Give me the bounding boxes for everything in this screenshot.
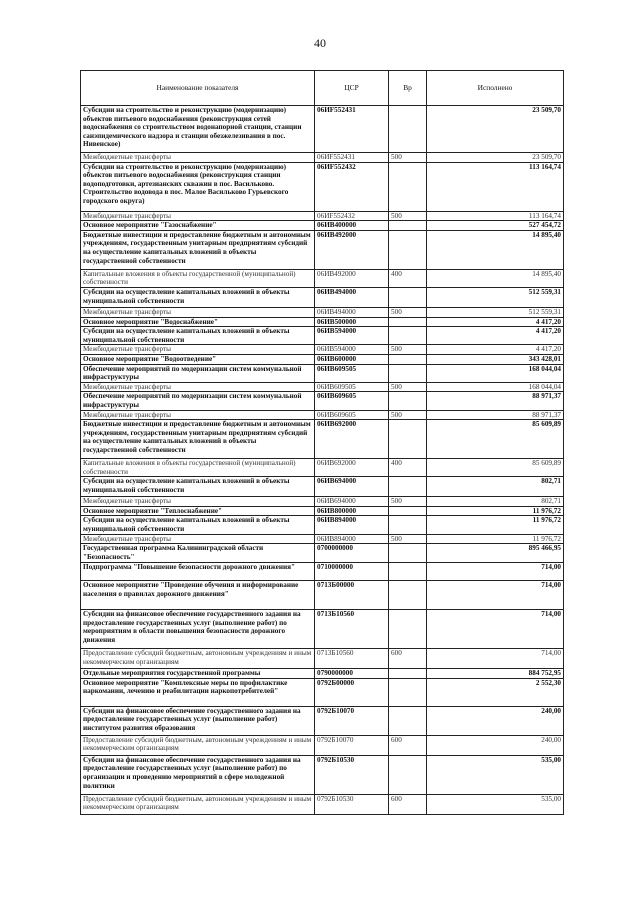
row-vr-cell [389,755,427,794]
header-vr: Вр [389,71,427,106]
row-executed-cell: 4 417,20 [427,327,564,345]
row-name-cell: Обеспечение мероприятий по модернизации систем коммунальной инфраструктуры [81,392,315,410]
row-csr-cell: 0710000000 [315,563,389,581]
table-row [81,162,564,211]
table-row [81,534,564,544]
row-executed-cell: 714,00 [427,649,564,669]
row-csr-cell: 0713Б00000 [315,581,389,610]
row-executed-cell: 11 976,72 [427,534,564,544]
row-vr-cell [389,516,427,534]
row-csr-cell: 06ИВ609605 [315,410,389,420]
row-csr-cell: 06ИВ492000 [315,230,389,269]
row-name-cell: Межбюджетные трансферты [81,534,315,544]
row-name-cell: Бюджетные инвестиции и предоставление бюджетным и автономным учреждениям, государственным унитарным предприятиям субсидий на осуществление капитальных вложений в объекты государственной собственности [81,420,315,459]
row-executed-cell: 527 454,72 [427,221,564,231]
row-name-cell: Предоставление субсидий бюджетным, автономным учреждениям и иным некоммерческим организациям [81,794,315,814]
table-row [81,497,564,507]
row-name-cell: Межбюджетные трансферты [81,410,315,420]
row-csr-cell: 06ИВ692000 [315,420,389,459]
row-csr-cell: 06ИF552431 [315,106,389,153]
row-vr-cell: 500 [389,345,427,355]
row-vr-cell [389,477,427,497]
row-vr-cell [389,610,427,649]
row-csr-cell: 0792Б10070 [315,735,389,755]
row-csr-cell: 06ИF552431 [315,153,389,163]
row-vr-cell [389,678,427,706]
row-executed-cell: 4 417,20 [427,345,564,355]
row-vr-cell [389,544,427,563]
table-row [81,477,564,497]
row-csr-cell: 06ИВ609505 [315,382,389,392]
row-name-cell: Межбюджетные трансферты [81,497,315,507]
table-row [81,610,564,649]
row-executed-cell: 714,00 [427,581,564,610]
header-executed: Исполнено [427,71,564,106]
row-csr-cell: 06ИВ600000 [315,354,389,364]
row-csr-cell: 06ИВ694000 [315,477,389,497]
row-vr-cell: 500 [389,211,427,221]
row-name-cell: Субсидии на строительство и реконструкцию (модернизацию) объектов питьевого водоснабжения (реконструкция сетей водоснабжения со строительством водонапорной станции, станции санэпидемического надзора и станции обезжелезивания в пос. Нивенское) [81,106,315,153]
table-row [81,106,564,153]
table-row [81,706,564,735]
row-executed-cell: 2 552,30 [427,678,564,706]
row-csr-cell: 0792Б10530 [315,755,389,794]
row-csr-cell: 06ИВ694000 [315,497,389,507]
row-executed-cell: 343 428,01 [427,354,564,364]
table-row [81,354,564,364]
row-vr-cell [389,420,427,459]
row-executed-cell: 535,00 [427,755,564,794]
row-csr-cell: 06ИF552432 [315,211,389,221]
row-vr-cell: 500 [389,534,427,544]
row-csr-cell: 0792Б10530 [315,794,389,814]
row-executed-cell: 4 417,20 [427,317,564,327]
row-name-cell: Субсидии на строительство и реконструкцию (модернизацию) объектов питьевого водоснабжения (реконструкция станции водоподготовки, артезианских скважин в пос. Васильково. Строительство водовода в пос. Малое Васильково Гурьевского городского округа) [81,162,315,211]
row-name-cell: Субсидии на осуществление капитальных вложений в объекты муниципальной собственности [81,477,315,497]
row-name-cell: Межбюджетные трансферты [81,382,315,392]
table-row [81,735,564,755]
table-row [81,516,564,534]
row-executed-cell: 714,00 [427,563,564,581]
row-vr-cell: 600 [389,735,427,755]
header-csr: ЦСР [315,71,389,106]
table-row [81,563,564,581]
row-name-cell: Предоставление субсидий бюджетным, автономным учреждениям и иным некоммерческим организациям [81,735,315,755]
row-vr-cell [389,364,427,382]
row-vr-cell [389,327,427,345]
row-csr-cell: 06ИВ594000 [315,327,389,345]
table-row [81,544,564,563]
row-executed-cell: 895 466,95 [427,544,564,563]
budget-execution-table [80,70,564,815]
row-vr-cell [389,162,427,211]
row-name-cell: Подпрограмма "Повышение безопасности дорожного движения" [81,563,315,581]
page-number: 40 [314,36,326,50]
row-executed-cell: 802,71 [427,477,564,497]
row-csr-cell: 06ИВ594000 [315,345,389,355]
row-csr-cell: 0792Б10070 [315,706,389,735]
table-row [81,794,564,814]
row-csr-cell: 06ИВ692000 [315,459,389,477]
table-row [81,506,564,516]
row-name-cell: Субсидии на осуществление капитальных вложений в объекты муниципальной собственности [81,516,315,534]
row-vr-cell: 500 [389,153,427,163]
row-csr-cell: 06ИВ609605 [315,392,389,410]
row-name-cell: Основное мероприятие "Комплексные меры по профилактике наркомании, лечению и реабилитации наркопотребителей" [81,678,315,706]
table-row [81,364,564,382]
row-vr-cell [389,230,427,269]
row-csr-cell: 06ИВ609505 [315,364,389,382]
row-executed-cell: 512 559,31 [427,307,564,317]
row-executed-cell: 240,00 [427,735,564,755]
row-name-cell: Основное мероприятие "Водоотведение" [81,354,315,364]
table-row [81,410,564,420]
row-vr-cell [389,354,427,364]
row-csr-cell: 0790000000 [315,669,389,679]
row-name-cell: Субсидии на финансовое обеспечение государственного задания на предоставление государственных услуг (выполнение работ) по организации и проведению мероприятий в сфере молодежной политики [81,755,315,794]
row-csr-cell: 06ИВ400000 [315,221,389,231]
row-executed-cell: 14 895,40 [427,269,564,287]
row-name-cell: Капитальные вложения в объекты государственной (муниципальной) собственности [81,459,315,477]
row-executed-cell: 11 976,72 [427,506,564,516]
row-csr-cell: 06ИВ494000 [315,287,389,307]
row-vr-cell: 400 [389,459,427,477]
row-name-cell: Субсидии на осуществление капитальных вложений в объекты муниципальной собственности [81,327,315,345]
row-vr-cell [389,581,427,610]
row-executed-cell: 23 509,70 [427,106,564,153]
table-row [81,392,564,410]
row-csr-cell: 06ИВ894000 [315,516,389,534]
row-csr-cell: 0713Б10560 [315,610,389,649]
row-csr-cell: 0713Б10560 [315,649,389,669]
row-executed-cell: 512 559,31 [427,287,564,307]
row-csr-cell: 0792Б00000 [315,678,389,706]
row-csr-cell: 06ИВ492000 [315,269,389,287]
row-name-cell: Капитальные вложения в объекты государственной (муниципальной) собственности [81,269,315,287]
table-body [81,106,564,815]
row-name-cell: Обеспечение мероприятий по модернизации систем коммунальной инфраструктуры [81,364,315,382]
row-vr-cell [389,706,427,735]
row-name-cell: Межбюджетные трансферты [81,211,315,221]
row-vr-cell [389,317,427,327]
row-executed-cell: 113 164,74 [427,211,564,221]
table-row [81,327,564,345]
row-executed-cell: 85 609,89 [427,459,564,477]
row-name-cell: Основное мероприятие "Теплоснабжение" [81,506,315,516]
table-row [81,669,564,679]
row-executed-cell: 11 976,72 [427,516,564,534]
table-row [81,307,564,317]
table-row [81,678,564,706]
row-csr-cell: 06ИВ500000 [315,317,389,327]
row-vr-cell [389,563,427,581]
row-executed-cell: 14 895,40 [427,230,564,269]
table-row [81,420,564,459]
table-row [81,755,564,794]
table-row [81,211,564,221]
row-vr-cell: 500 [389,382,427,392]
row-vr-cell: 500 [389,410,427,420]
row-name-cell: Субсидии на финансовое обеспечение государственного задания на предоставление государственных услуг (выполнение работ) по мероприятиям в области повышения безопасности дорожного движения [81,610,315,649]
table-row [81,317,564,327]
row-name-cell: Субсидии на финансовое обеспечение государственного задания на предоставление государственных услуг (выполнение работ) институтом развития образования [81,706,315,735]
row-vr-cell: 600 [389,649,427,669]
row-executed-cell: 240,00 [427,706,564,735]
table-row [81,221,564,231]
row-name-cell: Основное мероприятие "Проведение обучения и информирование населения о правилах дорожного движения" [81,581,315,610]
row-vr-cell: 500 [389,497,427,507]
row-vr-cell [389,669,427,679]
row-executed-cell: 884 752,95 [427,669,564,679]
row-name-cell: Межбюджетные трансферты [81,345,315,355]
header-name: Наименование показателя [81,71,315,106]
row-vr-cell: 600 [389,794,427,814]
row-name-cell: Государственная программа Калининградской области "Безопасность" [81,544,315,563]
row-executed-cell: 23 509,70 [427,153,564,163]
table-row [81,345,564,355]
row-executed-cell: 168 044,04 [427,382,564,392]
row-executed-cell: 113 164,74 [427,162,564,211]
table-row [81,269,564,287]
table-row [81,581,564,610]
row-name-cell: Основное мероприятие "Газоснабжение" [81,221,315,231]
table-row [81,382,564,392]
row-csr-cell: 06ИВ494000 [315,307,389,317]
table-row [81,230,564,269]
row-vr-cell [389,287,427,307]
row-name-cell: Межбюджетные трансферты [81,307,315,317]
table-row [81,649,564,669]
row-executed-cell: 714,00 [427,610,564,649]
row-executed-cell: 85 609,89 [427,420,564,459]
row-vr-cell: 500 [389,307,427,317]
row-name-cell: Бюджетные инвестиции и предоставление бюджетным и автономным учреждениям, государственным унитарным предприятиям субсидий на осуществление капитальных вложений в объекты государственной собственности [81,230,315,269]
row-executed-cell: 88 971,37 [427,410,564,420]
row-csr-cell: 06ИВ800000 [315,506,389,516]
row-csr-cell: 06ИF552432 [315,162,389,211]
row-csr-cell: 0700000000 [315,544,389,563]
row-name-cell: Предоставление субсидий бюджетным, автономным учреждениям и иным некоммерческим организациям [81,649,315,669]
row-name-cell: Основное мероприятие "Водоснабжение" [81,317,315,327]
row-name-cell: Субсидии на осуществление капитальных вложений в объекты муниципальной собственности [81,287,315,307]
row-vr-cell [389,106,427,153]
table-row [81,459,564,477]
row-vr-cell [389,392,427,410]
row-vr-cell: 400 [389,269,427,287]
table-header-row [81,71,564,106]
row-executed-cell: 168 044,04 [427,364,564,382]
row-name-cell: Межбюджетные трансферты [81,153,315,163]
row-vr-cell [389,221,427,231]
row-executed-cell: 88 971,37 [427,392,564,410]
table-row [81,287,564,307]
row-csr-cell: 06ИВ894000 [315,534,389,544]
row-vr-cell [389,506,427,516]
row-executed-cell: 802,71 [427,497,564,507]
table-row [81,153,564,163]
row-name-cell: Отдельные мероприятия государственной программы [81,669,315,679]
row-executed-cell: 535,00 [427,794,564,814]
